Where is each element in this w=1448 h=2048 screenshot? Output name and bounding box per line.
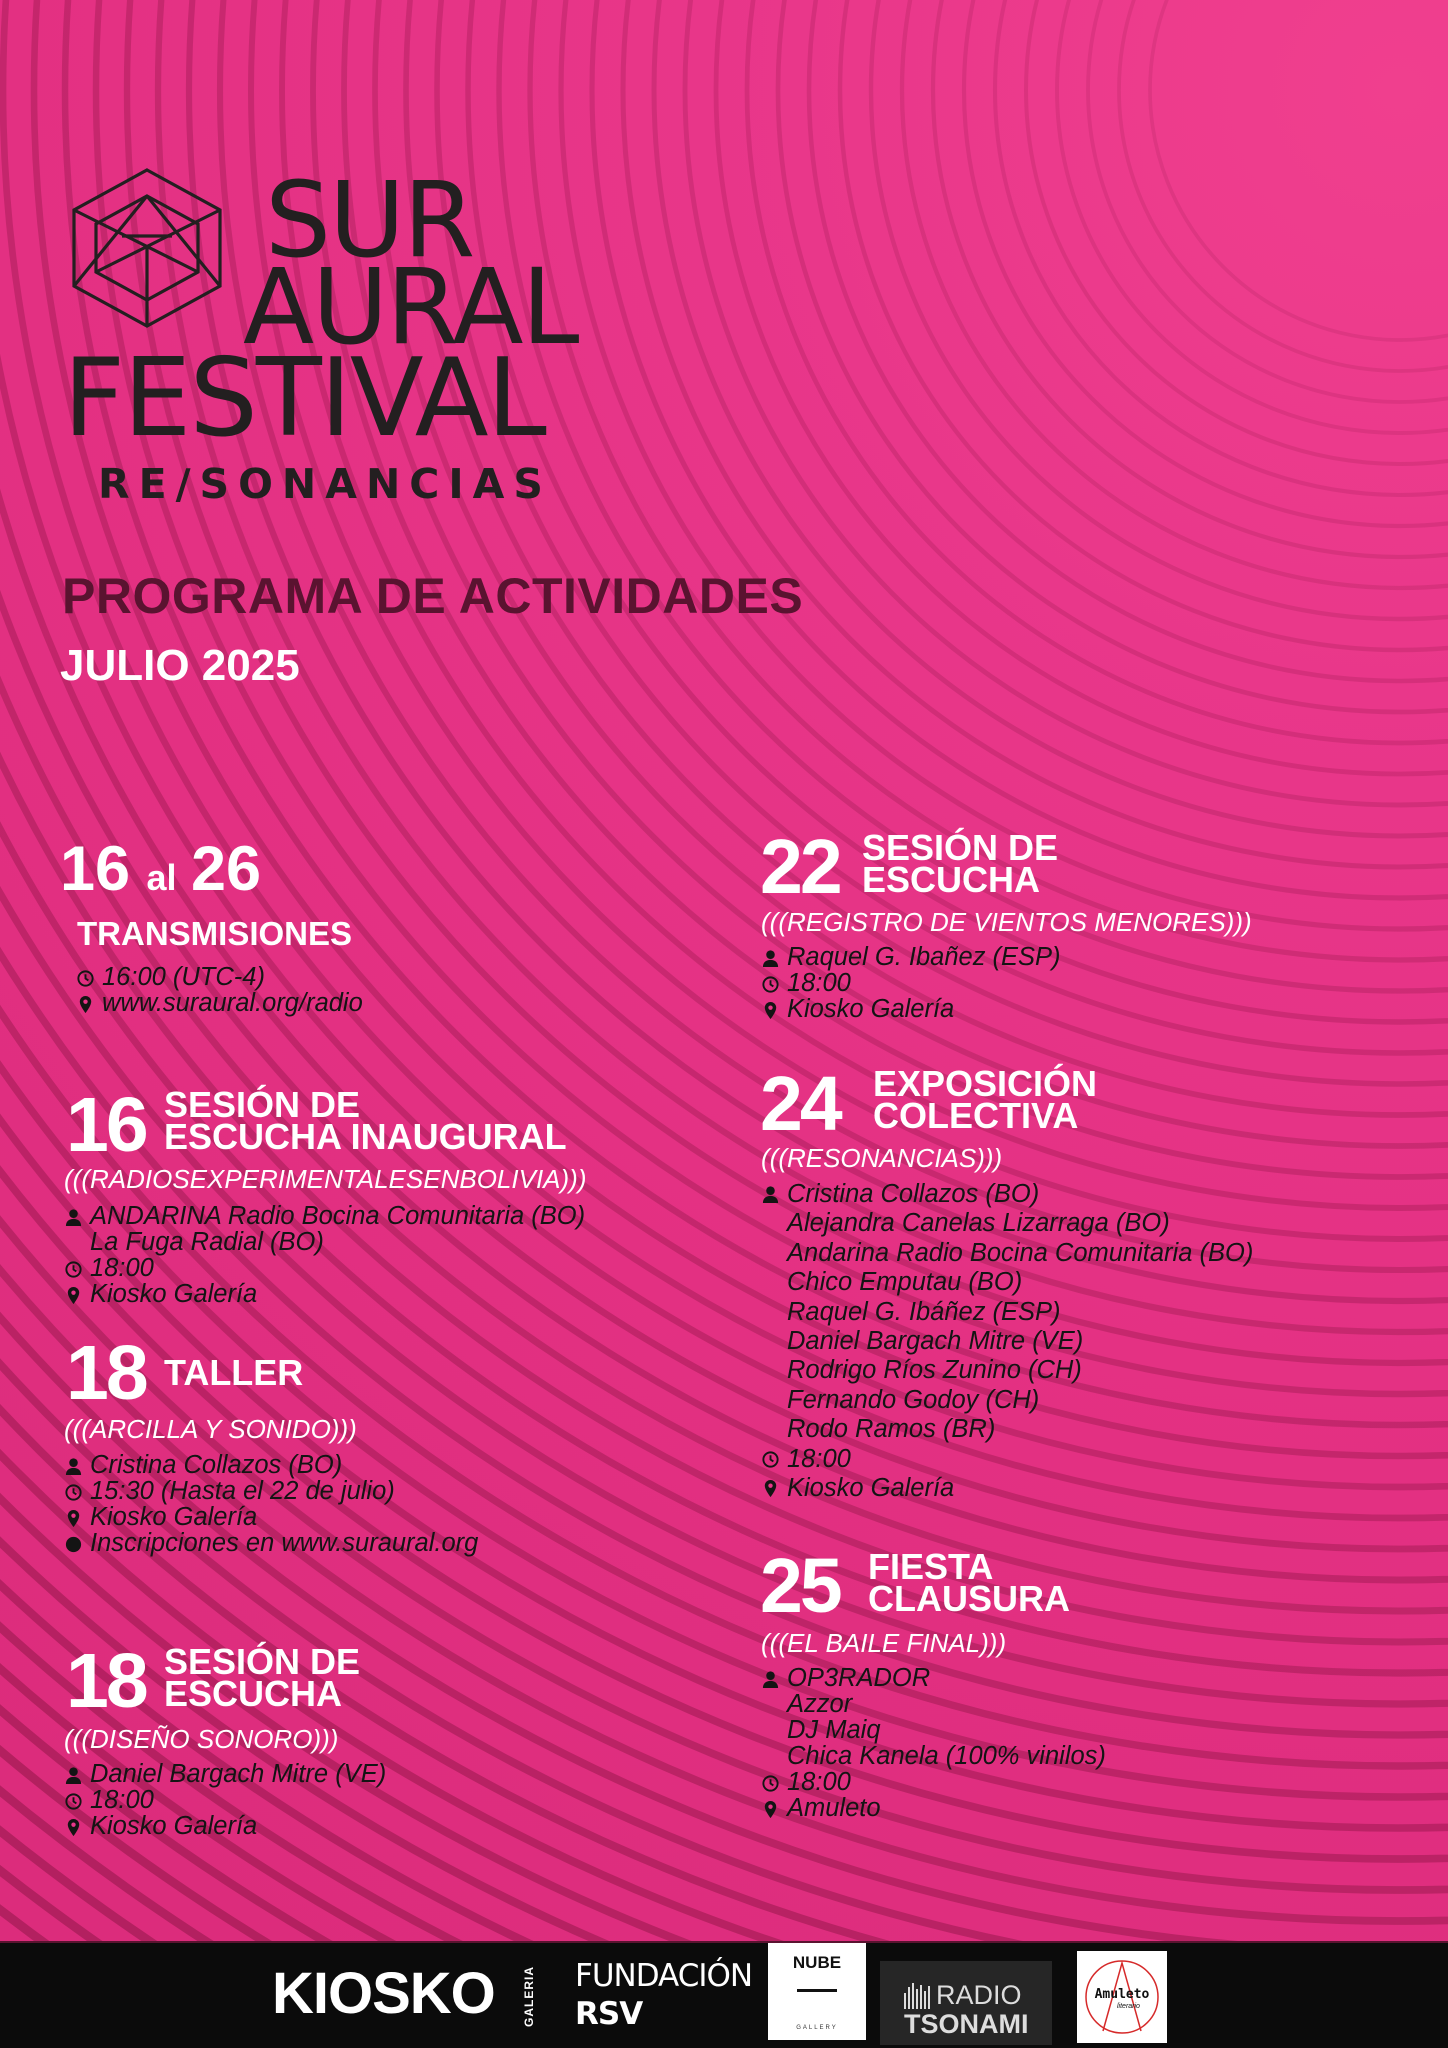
logo-word-sur: SUR <box>265 159 474 281</box>
event-note: Inscripciones en www.suraural.org <box>90 1529 479 1557</box>
event-time: 16:00 (UTC-4) <box>102 963 265 991</box>
event-person: Rodo Ramos (BR) <box>787 1415 996 1444</box>
event-day: 24 <box>760 1061 840 1147</box>
location-pin-icon <box>761 1479 780 1498</box>
event-time: 15:30 (Hasta el 22 de julio) <box>90 1477 395 1505</box>
event-subtitle: (((EL BAILE FINAL))) <box>761 1628 1007 1658</box>
event-person: Cristina Collazos (BO) <box>90 1451 343 1479</box>
event-title: TRANSMISIONES <box>77 915 353 952</box>
event-person: OP3RADOR <box>787 1664 931 1692</box>
sponsor-kiosko-logo: KIOSKO <box>272 1961 495 2026</box>
event-person: Chico Emputau (BO) <box>787 1268 1023 1297</box>
event-details <box>64 1452 478 1556</box>
event-place: Amuleto <box>787 1794 881 1822</box>
event-time: 18:00 <box>90 1786 154 1814</box>
event-details <box>761 944 1061 1022</box>
event-time: 18:00 <box>90 1254 154 1282</box>
ring <box>685 0 1448 805</box>
radio-bars-icon <box>904 1983 934 2009</box>
event-person: Alejandra Canelas Lizarraga (BO) <box>787 1209 1170 1238</box>
event-details <box>64 1761 386 1839</box>
event-time: 18:00 <box>787 1768 851 1796</box>
event-subtitle: (((RESONANCIAS))) <box>761 1143 1003 1173</box>
festival-subtitle: RE/SONANCIAS <box>98 460 552 508</box>
event-person: Daniel Bargach Mitre (VE) <box>90 1760 387 1788</box>
event-person: DJ Maiq <box>787 1716 881 1744</box>
event-person: Rodrigo Ríos Zunino (CH) <box>787 1356 1082 1385</box>
sponsor-amuleto-logo <box>1077 1951 1167 2043</box>
event-time: 18:00 <box>787 969 851 997</box>
event-person: La Fuga Radial (BO) <box>90 1228 324 1256</box>
event-day: 16 <box>66 1082 146 1168</box>
person-icon <box>761 949 780 968</box>
event-person: ANDARINA Radio Bocina Comunitaria (BO) <box>90 1202 586 1230</box>
event-details <box>761 1180 1253 1503</box>
ring <box>592 0 1448 898</box>
event-person: Cristina Collazos (BO) <box>787 1180 1040 1208</box>
clock-icon <box>761 1774 780 1793</box>
clock-icon <box>64 1260 83 1279</box>
event-title-line: TALLER <box>164 1352 304 1393</box>
event-title <box>164 1641 361 1714</box>
sponsor-fundacion-logo <box>575 1957 752 2033</box>
sponsor-fundacion-line: FUNDACIÓN <box>575 1958 753 1994</box>
clock-icon <box>761 975 780 994</box>
event-title-line: ESCUCHA INAUGURAL <box>164 1116 567 1157</box>
sponsor-tsonami-text: TSONAMI <box>904 2009 1029 2039</box>
event-title <box>164 1352 304 1393</box>
sponsor-radio-text: RADIO <box>936 1980 1022 2010</box>
person-icon <box>64 1766 83 1785</box>
dot-icon <box>64 1535 83 1554</box>
event-transmisiones <box>60 834 262 904</box>
clock-icon <box>76 969 95 988</box>
sponsor-nube-logo <box>768 1943 866 2040</box>
clock-icon <box>64 1483 83 1502</box>
event-day: 18 <box>66 1638 146 1724</box>
event-place: Kiosko Galería <box>787 1474 955 1503</box>
logo-word-festival: FESTIVAL <box>63 336 545 461</box>
location-pin-icon <box>64 1509 83 1528</box>
event-time: 18:00 <box>787 1444 851 1473</box>
clock-icon <box>761 1450 780 1469</box>
location-pin-icon <box>76 995 95 1014</box>
sponsor-nube-text: NUBE <box>792 1953 842 1972</box>
sponsor-radio-tsonami-logo <box>880 1961 1052 2045</box>
event-day: 25 <box>760 1543 840 1629</box>
event-day: 18 <box>66 1330 146 1416</box>
event-day-connector: al <box>146 857 177 898</box>
event-subtitle: (((DISEÑO SONORO))) <box>64 1724 339 1754</box>
event-day-end: 26 <box>191 834 262 904</box>
program-month: JULIO 2025 <box>60 641 300 690</box>
sponsor-fundacion-line: RSV <box>575 1996 643 2032</box>
event-place: Kiosko Galería <box>90 1503 258 1531</box>
event-title <box>164 1084 567 1157</box>
event-title-line: COLECTIVA <box>873 1095 1079 1136</box>
location-pin-icon <box>64 1286 83 1305</box>
ring <box>1150 0 1448 340</box>
location-pin-icon <box>761 1800 780 1819</box>
event-day-start: 16 <box>60 834 131 904</box>
event-title <box>873 1063 1098 1136</box>
event-link[interactable]: www.suraural.org/radio <box>102 989 363 1017</box>
event-person: Azzor <box>787 1690 853 1718</box>
ring <box>654 0 1448 836</box>
clock-icon <box>64 1792 83 1811</box>
program-heading: PROGRAMA DE ACTIVIDADES <box>62 568 804 624</box>
event-title-line: ESCUCHA <box>164 1673 343 1714</box>
event-title-line: EXPOSICIÓN <box>873 1063 1098 1104</box>
sponsor-kiosko-side-text: GALERIA <box>522 1966 536 2027</box>
event-title-line: SESIÓN DE <box>164 1641 361 1682</box>
event-title-line: FIESTA <box>868 1546 994 1587</box>
event-person: Chica Kanela (100% vinilos) <box>787 1742 1106 1770</box>
festival-logo-icon <box>64 166 230 330</box>
sponsor-kiosko-side <box>520 1961 538 2031</box>
logo-word-aural: AURAL <box>243 246 578 368</box>
event-title-line: SESIÓN DE <box>862 827 1059 868</box>
event-place: Kiosko Galería <box>90 1812 258 1840</box>
event-details <box>64 1203 585 1307</box>
event-title <box>862 827 1059 900</box>
sponsor-nube-small: GALLERY <box>796 2025 838 2031</box>
sponsor-amuleto-small: literario <box>1117 2003 1140 2010</box>
event-place: Kiosko Galería <box>787 995 955 1023</box>
event-title-line: SESIÓN DE <box>164 1084 361 1125</box>
event-title <box>868 1546 1070 1619</box>
person-icon <box>64 1208 83 1227</box>
sponsor-footer <box>0 1941 1448 2048</box>
event-day: 22 <box>760 824 840 910</box>
event-subtitle: (((RADIOSEXPERIMENTALESENBOLIVIA))) <box>64 1164 587 1194</box>
event-details <box>76 964 363 1016</box>
sponsor-amuleto-text: Amuleto <box>1094 1987 1150 2002</box>
event-person: Daniel Bargach Mitre (VE) <box>787 1327 1084 1356</box>
event-title-line: ESCUCHA <box>862 859 1041 900</box>
location-pin-icon <box>761 1001 780 1020</box>
event-details <box>761 1665 1106 1821</box>
event-title-line: CLAUSURA <box>868 1578 1070 1619</box>
person-icon <box>64 1457 83 1476</box>
event-person: Fernando Godoy (CH) <box>787 1385 1040 1414</box>
event-subtitle: (((REGISTRO DE VIENTOS MENORES))) <box>761 907 1252 937</box>
event-person: Raquel G. Ibañez (ESP) <box>787 943 1061 971</box>
event-person: Raquel G. Ibáñez (ESP) <box>787 1297 1061 1326</box>
ring <box>530 0 1448 960</box>
person-icon <box>761 1670 780 1689</box>
event-subtitle: (((ARCILLA Y SONIDO))) <box>64 1414 357 1444</box>
location-pin-icon <box>64 1818 83 1837</box>
person-icon <box>761 1185 780 1204</box>
event-place: Kiosko Galería <box>90 1280 258 1308</box>
event-person: Andarina Radio Bocina Comunitaria (BO) <box>787 1238 1254 1267</box>
sponsor-nube-rule <box>797 1989 837 1992</box>
